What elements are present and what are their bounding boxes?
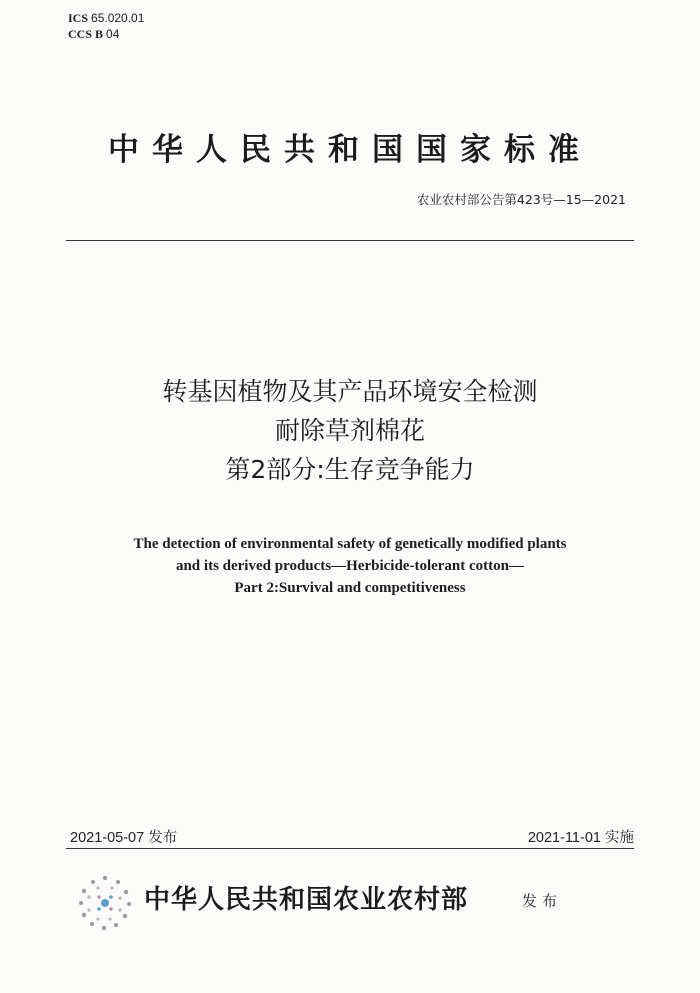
chinese-title-line-2: 耐除草剂棉花: [274, 416, 425, 445]
chinese-title-line-1: 转基因植物及其产品环境安全检测: [162, 377, 538, 406]
ics-value: 65.020.01: [91, 11, 145, 25]
standard-title: 中华人民共和国国家标准: [108, 132, 592, 168]
english-title-line-1: The detection of environmental safety of genetically modified plants: [133, 536, 567, 552]
ccs-label: CCS B: [68, 27, 104, 41]
english-title-line-3: Part 2:Survival and competitiveness: [234, 580, 466, 596]
chinese-title: [0, 372, 700, 489]
english-title-line-2: and its derived products—Herbicide-tolerant cotton—: [175, 558, 525, 574]
classification-codes: [68, 10, 144, 42]
ministry-emblem-icon: [72, 870, 138, 936]
top-divider: [66, 240, 634, 241]
standard-number: 农业农村部公告第423号—15—2021: [416, 192, 626, 207]
issue-date: 2021-05-07: [70, 830, 145, 846]
english-title: [0, 533, 700, 599]
chinese-title-line-3: 第2部分:生存竞争能力: [225, 455, 475, 484]
implement-label: 实施: [605, 830, 634, 846]
bottom-divider: [66, 848, 634, 849]
ics-code: [68, 10, 144, 26]
ics-label: ICS: [68, 11, 89, 25]
ccs-code: [68, 26, 144, 42]
issue-label: 发布: [148, 830, 178, 846]
issuing-authority: 中华人民共和国农业农村部: [144, 885, 469, 915]
ccs-value: 04: [106, 27, 120, 41]
implement-date: 2021-11-01: [527, 830, 601, 846]
implement-date-block: [528, 826, 634, 847]
issue-date-block: [70, 826, 177, 847]
issuing-action: 发布: [522, 892, 563, 910]
